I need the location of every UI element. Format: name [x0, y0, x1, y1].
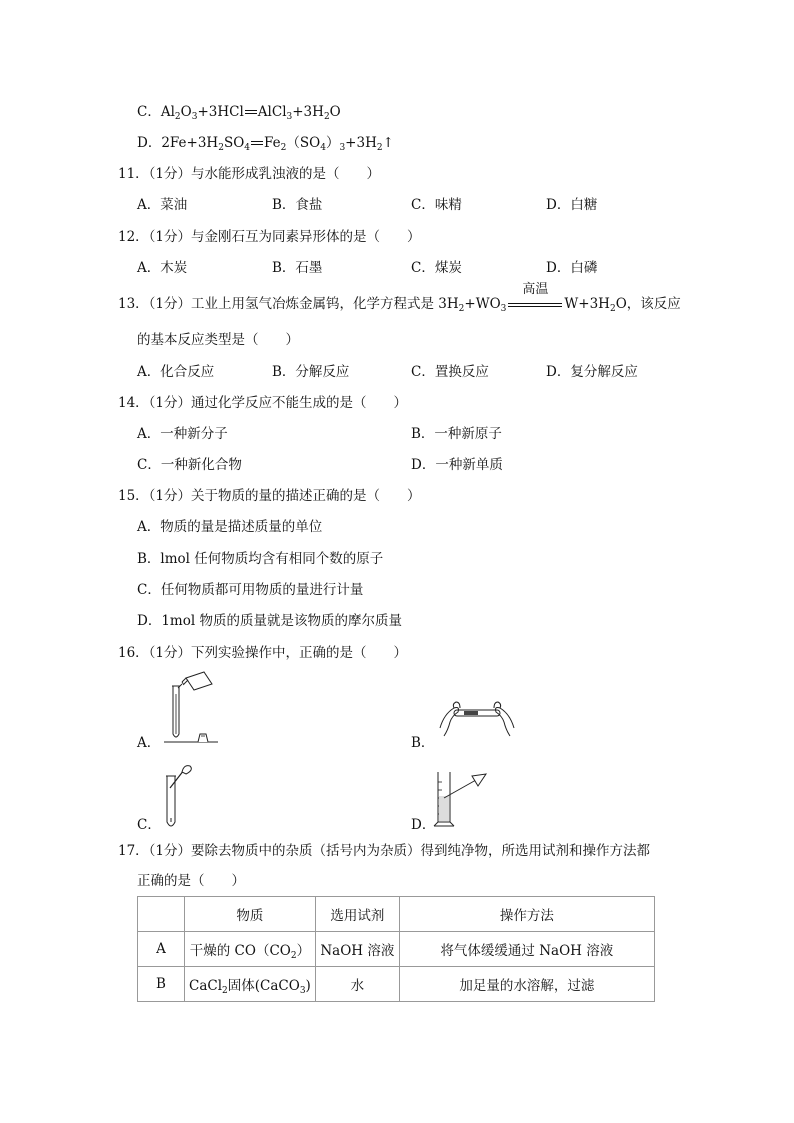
- q12-option-a: A．木炭: [137, 260, 188, 276]
- equals-sign-icon: [244, 103, 258, 121]
- q13-option-b: B．分解反应: [272, 364, 350, 380]
- table-header-cell: 选用试剂: [315, 897, 399, 932]
- table-cell: 加足量的水溶解，过滤: [399, 967, 654, 1002]
- q14-stem: 14．（1分）通过化学反应不能生成的是（ ）: [118, 395, 408, 411]
- q14-option-b: B．一种新原子: [411, 426, 502, 442]
- q15-option-d: D．1mol 物质的质量就是该物质的摩尔质量: [137, 613, 402, 629]
- q13-option-d: D．复分解反应: [546, 364, 638, 380]
- q11-option-b: B．食盐: [272, 197, 323, 213]
- table-header-row: [138, 897, 655, 932]
- q16-option-a-label: A．: [137, 735, 161, 751]
- q12-option-c: C．煤炭: [411, 260, 462, 276]
- q17-table: [137, 896, 655, 1002]
- q11-option-a: A．菜油: [137, 197, 188, 213]
- q14-option-d: D．一种新单质: [411, 457, 503, 473]
- q13-stem-line2: 的基本反应类型是（ ）: [137, 332, 299, 348]
- table-row: [138, 967, 655, 1002]
- q15-option-a: A．物质的量是描述质量的单位: [137, 519, 323, 535]
- q16-option-c-label: C．: [137, 817, 161, 833]
- equals-sign-icon: [250, 134, 264, 152]
- q10-option-c: C．$Al_2O_3+3HCl$ $AlCl_3+3H_2O$: [137, 104, 341, 122]
- q15-option-c: C．任何物质都可用物质的量进行计量: [137, 582, 364, 598]
- graduated-cylinder-figure: [432, 768, 492, 830]
- q11-option-c: C．味精: [411, 197, 462, 213]
- dropper-into-tube-figure: [160, 762, 200, 832]
- q11-stem: 11．（1分）与水能形成乳浊液的是（ ）: [118, 166, 381, 182]
- q17-stem-line2: 正确的是（ ）: [137, 873, 245, 889]
- table-header-cell: 物质: [185, 897, 316, 932]
- q13-option-a: A．化合反应: [137, 364, 215, 380]
- table-header-cell: 操作方法: [399, 897, 654, 932]
- q15-option-b: B．lmol 任何物质均含有相同个数的原子: [137, 551, 384, 567]
- table-cell: CaCl$_2$固体(CaCO$_3$): [185, 967, 316, 1002]
- q16-option-d-label: D．: [411, 817, 436, 833]
- table-header-cell: [138, 897, 185, 932]
- q14-option-a: A．一种新分子: [137, 426, 228, 442]
- q11-option-d: D．白糖: [546, 197, 598, 213]
- q13-stem: 13．（1分）工业上用氢气冶炼金属钨，化学方程式是 $3H_2+WO_3$ 高温 $W+3H_2O$，该反应: [118, 282, 681, 314]
- q16-stem: 16．（1分）下列实验操作中，正确的是（ ）: [118, 645, 408, 661]
- q15-stem: 15．（1分）关于物质的量的描述正确的是（ ）: [118, 488, 421, 504]
- table-cell: B: [138, 967, 185, 1002]
- q17-stem: 17．（1分）要除去物质中的杂质（括号内为杂质）得到纯净物，所选用试剂和操作方法都: [118, 843, 651, 859]
- q12-option-d: D．白磷: [546, 260, 598, 276]
- q14-option-c: C．一种新化合物: [137, 457, 242, 473]
- pouring-liquid-figure: [160, 668, 220, 748]
- heating-tube-hands-figure: [434, 696, 520, 740]
- table-cell: A: [138, 932, 185, 967]
- reaction-condition-arrow: 高温: [506, 295, 564, 313]
- table-cell: NaOH 溶液: [315, 932, 399, 967]
- table-row: [138, 932, 655, 967]
- q16-option-b-label: B．: [411, 735, 435, 751]
- q12-stem: 12．（1分）与金刚石互为同素异形体的是（ ）: [118, 229, 421, 245]
- q12-option-b: B．石墨: [272, 260, 323, 276]
- table-cell: 水: [315, 967, 399, 1002]
- table-cell: 干燥的 $CO(CO_2)$: [185, 932, 316, 967]
- q13-option-c: C．置换反应: [411, 364, 489, 380]
- q10-option-d: D．$2Fe+3H_2SO_4$ $Fe_2(SO_4)_3+3H_2↑$: [137, 135, 394, 153]
- table-cell: 将气体缓缓通过 NaOH 溶液: [399, 932, 654, 967]
